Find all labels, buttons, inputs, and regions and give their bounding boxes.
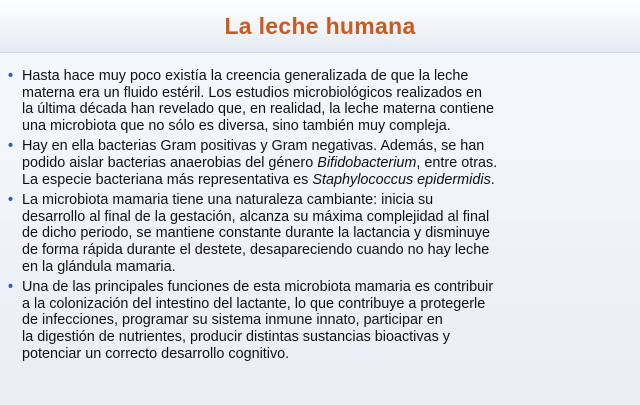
bullet-item (8, 279, 636, 362)
slide-title: La leche humana (224, 12, 416, 39)
bullet-line: en la glándula mamaria. (22, 258, 176, 275)
bullet-line: de infecciones, programar su sistema inmune innato, participar en (22, 312, 443, 329)
bullet-dot-icon: • (8, 138, 14, 155)
bullet-line: a la colonización del intestino del lactante, lo que contribuye a protegerle (22, 295, 486, 312)
bullet-line: la digestión de nutrientes, producir distintas sustancias bioactivas y (22, 328, 450, 345)
bullet-line (22, 155, 636, 172)
bullet-text: La especie bacteriana más representativa es (22, 171, 313, 188)
bullet-dot-icon: • (8, 68, 14, 84)
bullet-dot-icon: • (8, 279, 14, 296)
bullet-line: Hay en ella bacterias Gram positivas y Gram negativas. Además, se han (22, 138, 485, 155)
bullet-dot-icon: • (8, 192, 14, 209)
bullet-line: de forma rápida durante el destete, desapareciendo cuando no hay leche (22, 241, 490, 258)
bullet-line: materna era un fluido estéril. Los estudios microbiológicos realizados en (22, 84, 482, 101)
bullet-text: podido aislar bacterias anaerobias del género (22, 154, 318, 171)
bullet-line: Hasta hace muy poco existía la creencia generalizada de que la leche (22, 68, 469, 84)
bullet-line: la última década han revelado que, en realidad, la leche materna contiene (22, 101, 495, 118)
bullet-text: . (490, 171, 495, 188)
genus-name: Bifidobacterium (317, 154, 417, 171)
bullet-line: una microbiota que no sólo es diversa, sino también muy compleja. (22, 117, 451, 134)
bullet-item (8, 138, 636, 188)
species-name: Staphylococcus epidermidis (312, 171, 491, 188)
bullet-list (8, 68, 636, 366)
bullet-item (8, 68, 636, 134)
bullet-item (8, 192, 636, 275)
bullet-text: , entre otras. (416, 154, 498, 171)
bullet-line: La microbiota mamaria tiene una naturaleza cambiante: inicia su (22, 192, 434, 209)
bullet-line: potenciar un correcto desarrollo cognitivo. (22, 345, 290, 362)
bullet-line: desarrollo al final de la gestación, alcanza su máxima complejidad al final (22, 208, 490, 225)
title-bar (0, 0, 640, 53)
bullet-line: Una de las principales funciones de esta microbiota mamaria es contribuir (22, 279, 494, 296)
bullet-line: de dicho periodo, se mantiene constante durante la lactancia y disminuye (22, 225, 490, 242)
bullet-line (22, 172, 636, 189)
